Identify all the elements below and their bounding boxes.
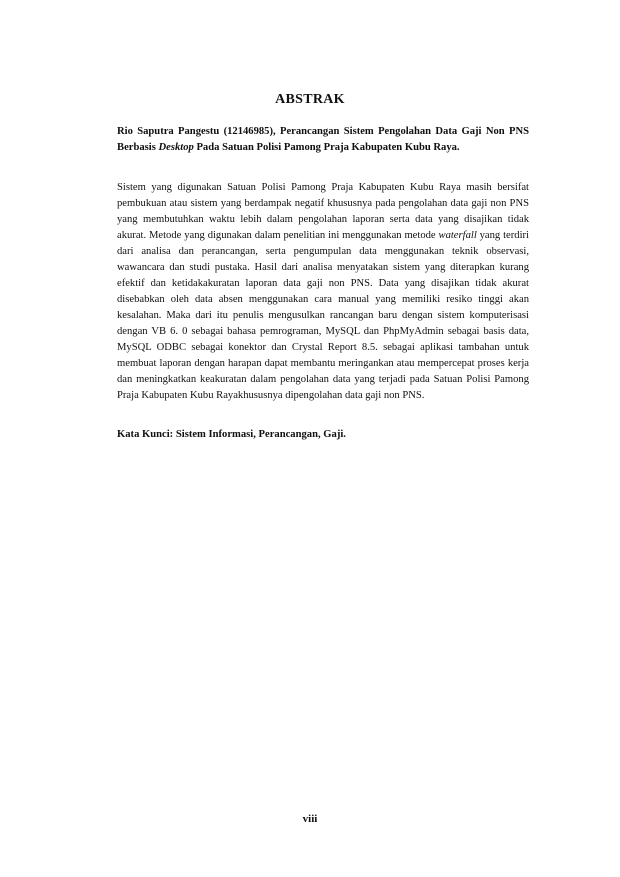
- abstract-title: ABSTRAK: [275, 92, 345, 107]
- page-number: viii: [302, 813, 318, 825]
- keywords: Kata Kunci: Sistem Informasi, Perancangan, Gaji.: [117, 429, 346, 440]
- identity-italic: Desktop: [158, 142, 194, 153]
- author-title-block: [117, 124, 529, 156]
- abstract-italic: waterfall: [438, 230, 477, 241]
- identity-text-1: Rio Saputra Pangestu (12146985), Perancangan Sistem Pengolahan Data Gaji Non PNS Berbasis: [117, 126, 529, 153]
- identity-text-2: Pada Satuan Polisi Pamong Praja Kabupaten Kubu Raya.: [193, 142, 460, 153]
- abstract-text-2: yang terdiri dari analisa dan perancangan, serta pengumpulan data menggunakan teknik observasi, wawancara dan studi pustaka. Hasil dari analisa menyatakan sistem yang diterapkan kurang efektif dan ketidakakuratan laporan data gaji non PNS. Data yang disajikan tidak akurat disebabkan oleh data absen menggunakan cara manual yang memiliki resiko tinggi akan kesalahan. Maka dari itu penulis mengusulkan rancangan baru dengan sistem komputerisasi dengan VB 6. 0 sebagai bahasa pemrograman, MySQL dan PhpMyAdmin sebagai basis data, MySQL ODBC sebagai konektor dan Crystal Report 8.5. sebagai aplikasi tambahan untuk membuat laporan dengan harapan dapat membantu meringankan atau mempercepat proses kerja dan meningkatkan keakuratan dalam pengolahan data yang terjadi pada Satuan Polisi Pamong Praja Kabupaten Kubu Rayakhususnya dipengolahan data gaji non PNS.: [117, 230, 529, 401]
- abstract-text-1: Sistem yang digunakan Satuan Polisi Pamong Praja Kabupaten Kubu Raya masih bersifat pembukuan atau sistem yang berdampak negatif khususnya pada pengolahan data gaji non PNS yang membutuhkan waktu lebih dalam pengolahan laporan serta data yang disajikan tidak akurat. Metode yang digunakan dalam penelitian ini menggunakan metode: [117, 182, 529, 241]
- abstract-body: [117, 180, 529, 404]
